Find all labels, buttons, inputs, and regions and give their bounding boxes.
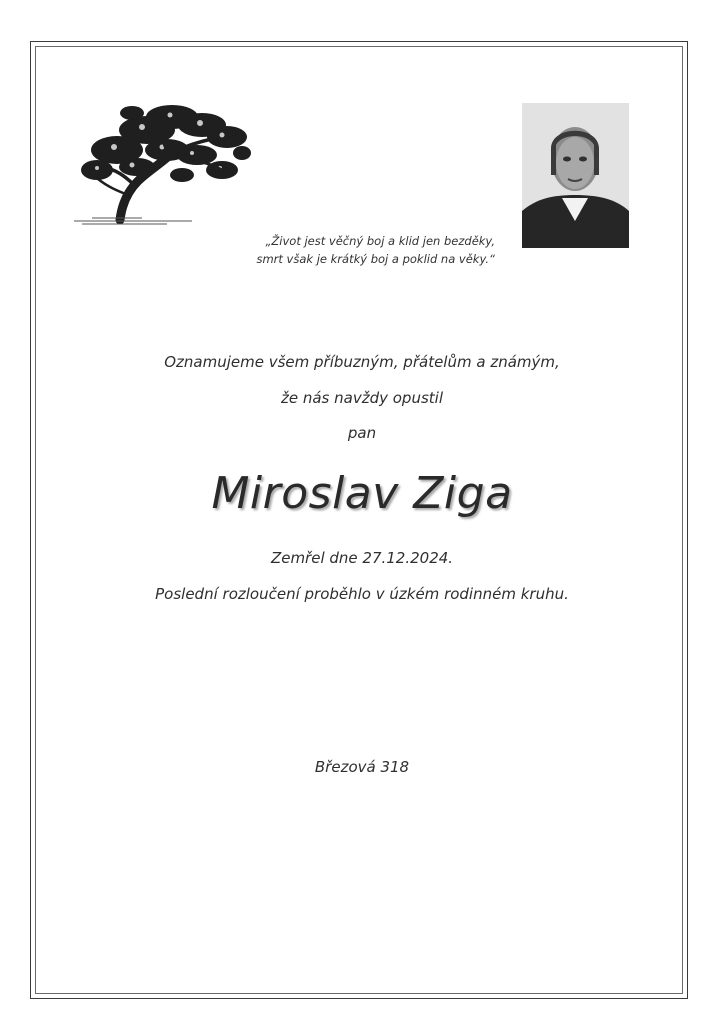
announcement-line-2: že nás navždy opustil bbox=[280, 389, 443, 407]
death-date: Zemřel dne 27.12.2024. bbox=[270, 549, 454, 567]
tree-illustration bbox=[72, 95, 252, 230]
announcement-line-3: pan bbox=[347, 424, 377, 442]
farewell-note: Poslední rozloučení proběhlo v úzkém rodinném kruhu. bbox=[155, 585, 569, 603]
deceased-name: Miroslav Ziga bbox=[211, 468, 513, 519]
address: Březová 318 bbox=[314, 758, 410, 776]
quote-line-2: smrt však je krátký boj a poklid na věky.“ bbox=[256, 252, 495, 266]
quote bbox=[205, 232, 495, 268]
announcement-line-1: Oznamujeme všem příbuzným, přátelům a známým, bbox=[164, 353, 560, 371]
portrait-photo bbox=[522, 103, 629, 248]
quote-line-1: „Život jest věčný boj a klid jen bezděky, bbox=[265, 234, 495, 248]
